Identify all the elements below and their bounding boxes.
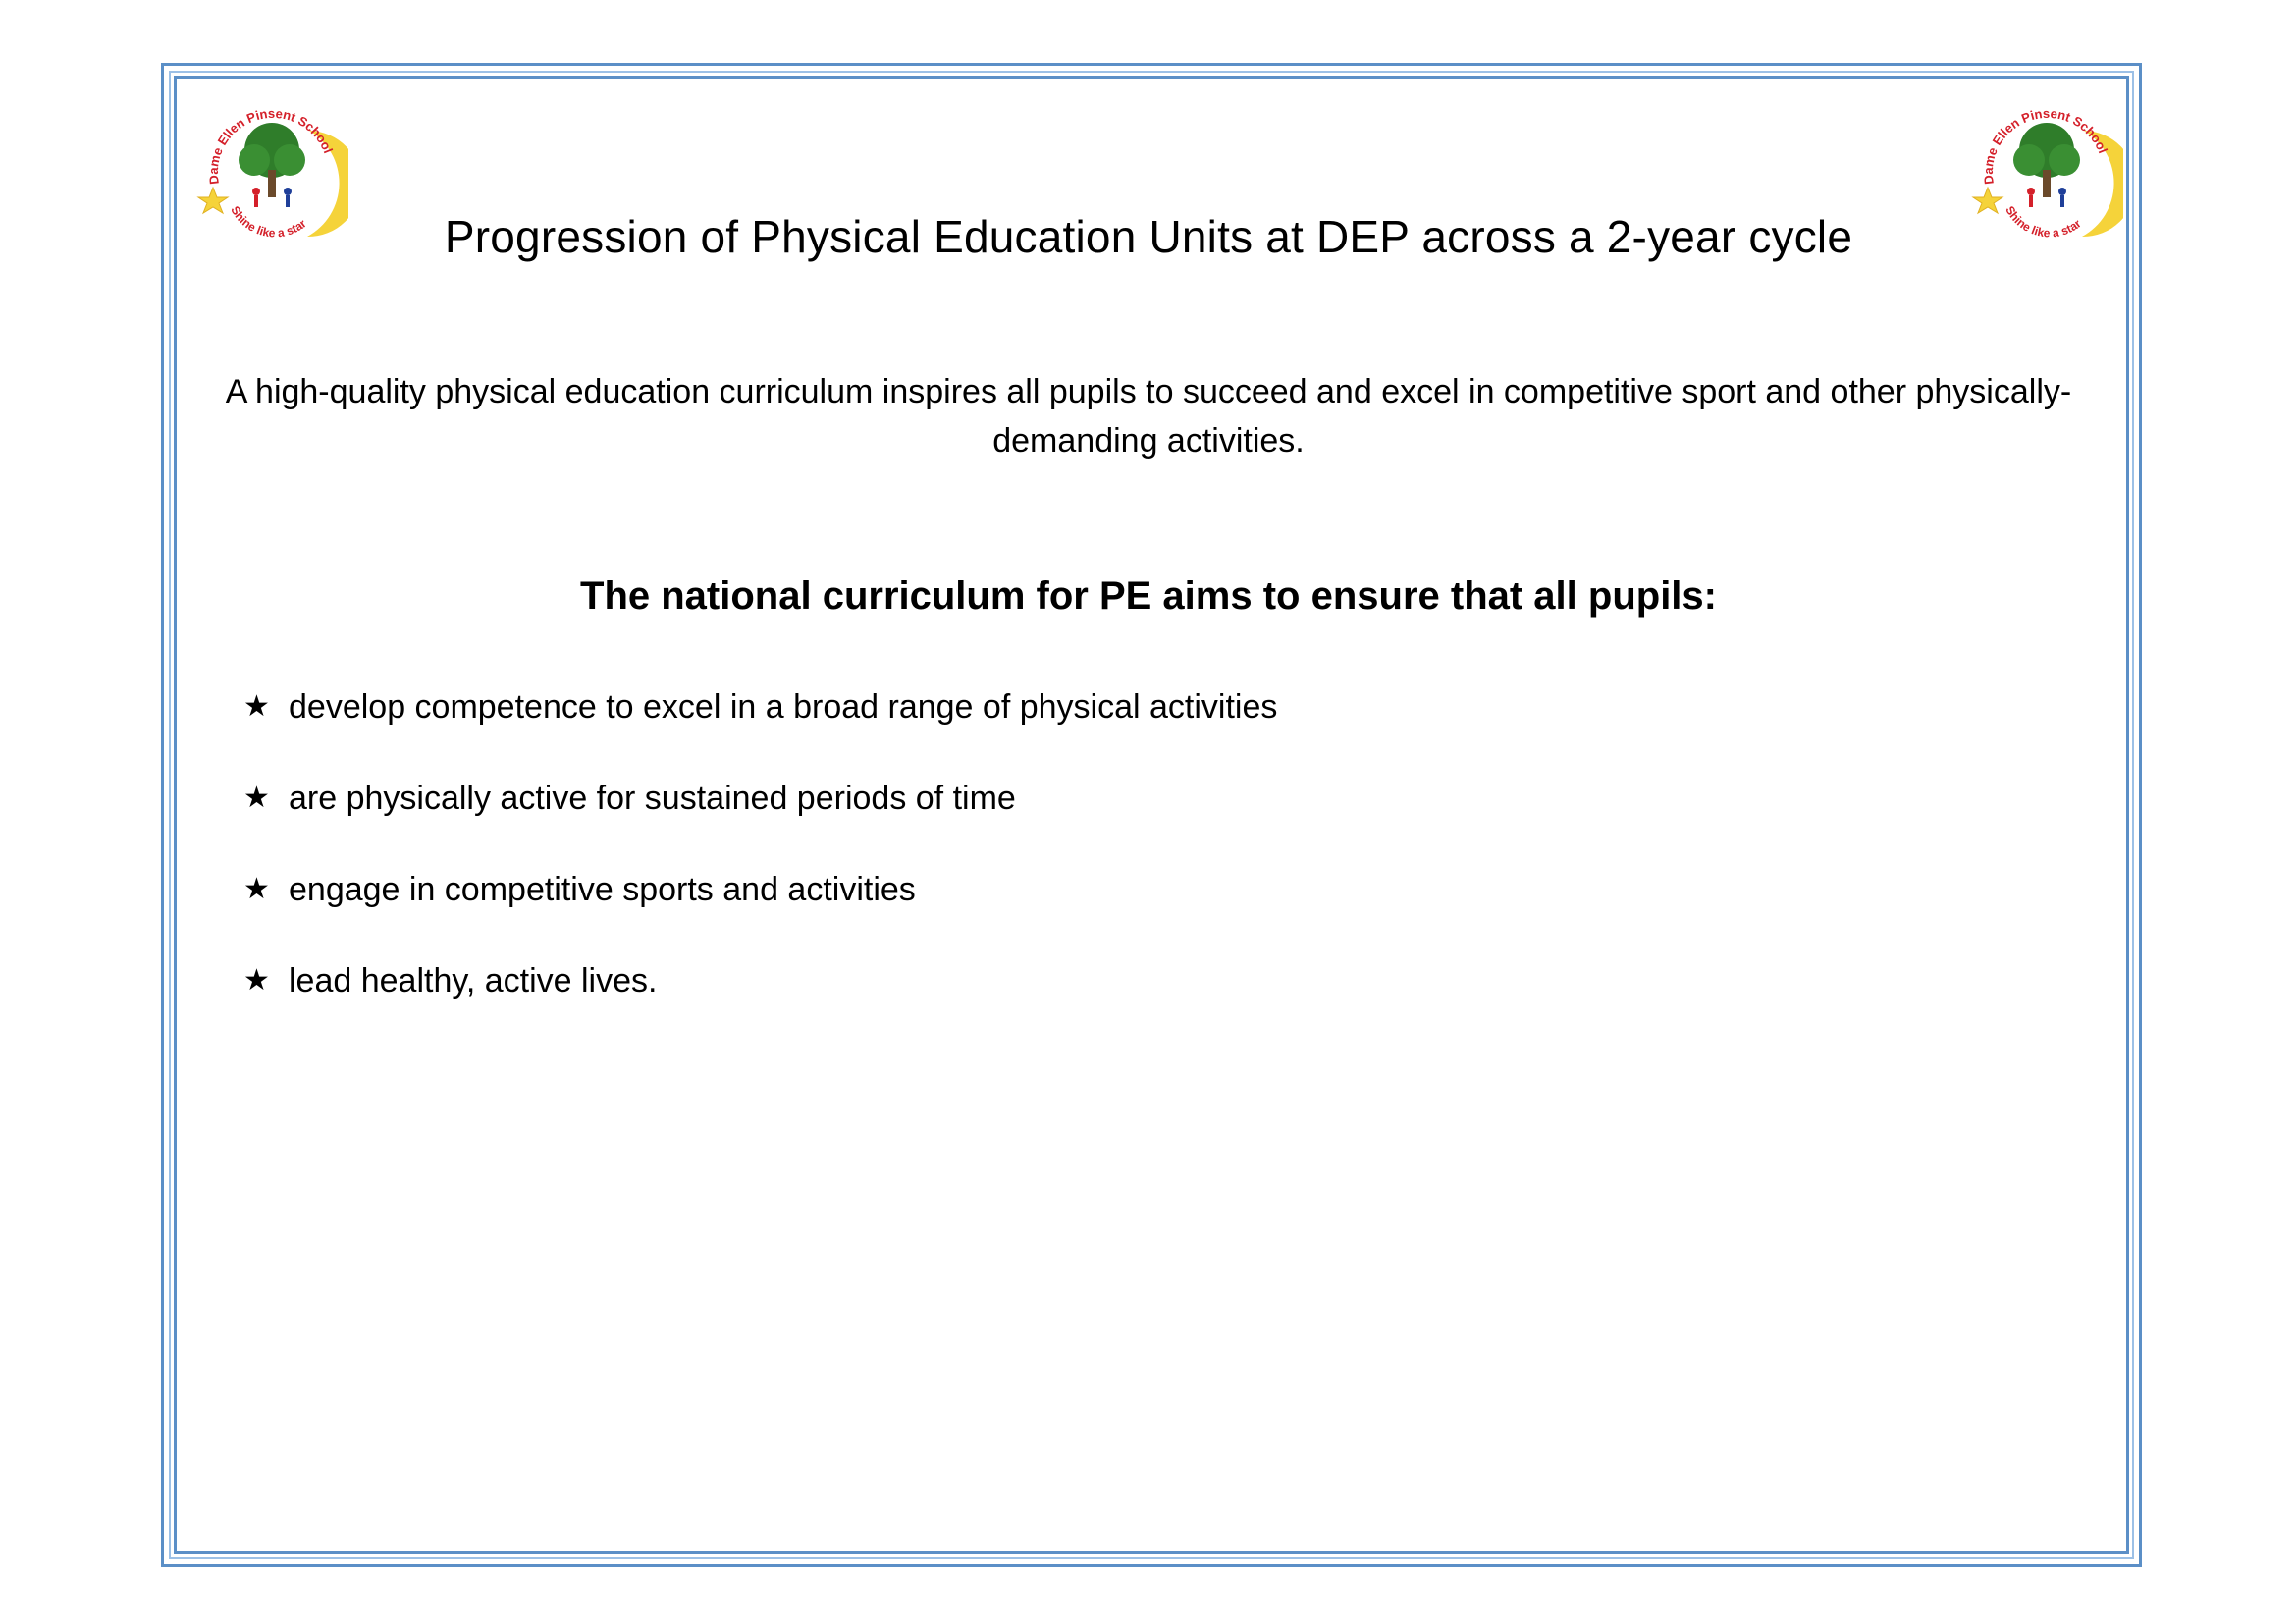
logo-school-name: Dame Ellen Pinsent School — [1980, 105, 2111, 186]
aims-list — [243, 683, 1277, 1049]
aim-text: lead healthy, active lives. — [289, 962, 658, 1000]
list-item — [243, 775, 1277, 822]
document-title: Progression of Physical Education Units at DEP across a 2-year cycle — [444, 210, 1853, 262]
logo-motto: Shine like a star — [2002, 203, 2084, 241]
star-icon: ★ — [243, 782, 270, 814]
star-icon: ★ — [243, 690, 270, 723]
list-item — [243, 866, 1277, 913]
logo-motto: Shine like a star — [228, 203, 309, 241]
intro-paragraph: A high-quality physical education curriculum inspires all pupils to succeed and excel in competitive sport and other physically-demanding activities. — [225, 373, 2072, 460]
aim-text: are physically active for sustained periods of time — [289, 780, 1016, 817]
aim-text: engage in competitive sports and activities — [289, 871, 916, 908]
star-icon: ★ — [243, 873, 270, 905]
list-item — [243, 957, 1277, 1004]
list-item — [243, 683, 1277, 731]
aims-heading: The national curriculum for PE aims to ensure that all pupils: — [580, 574, 1717, 619]
logo-school-name: Dame Ellen Pinsent School — [205, 105, 337, 186]
star-icon: ★ — [243, 964, 270, 997]
aim-text: develop competence to excel in a broad range of physical activities — [289, 688, 1278, 726]
